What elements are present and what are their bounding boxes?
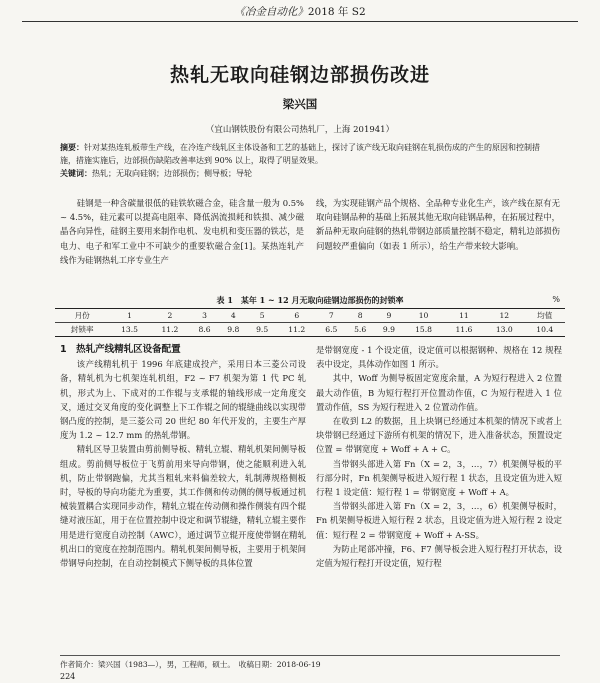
table-value-cell: 15.8 [403, 323, 443, 337]
right-paragraph-5: 当带钢头部进入第 Fn（X = 2，3，…，6）机架侧导板时，Fn 机架侧导板进入短行程 2 状态，且设定值为进入短行程 2 设定值：短行程 2 = 带钢宽度 + Woff + A-SS。 [316, 501, 562, 540]
table-month-cell: 8 [346, 309, 375, 323]
table-month-cell: 6 [277, 309, 317, 323]
running-header [0, 4, 600, 19]
table-header-label: 月份 [55, 309, 109, 323]
table-month-cell: 均值 [524, 309, 565, 323]
journal-issue: 2018 年 S2 [307, 6, 366, 18]
table-value-cell: 11.2 [150, 323, 190, 337]
table-month-cell: 1 [109, 309, 149, 323]
table-value-cell: 5.6 [346, 323, 375, 337]
table-value-cell: 13.5 [109, 323, 149, 337]
abstract-label: 摘要： [60, 142, 84, 152]
table-value-cell: 13.0 [484, 323, 524, 337]
keywords-text: 热轧；无取向硅钢；边部损伤；侧导板；导轮 [92, 169, 252, 178]
table-month-cell: 7 [317, 309, 346, 323]
table-unit: % [552, 295, 560, 304]
right-paragraph-2: 其中，Woff 为侧导板固定宽度余量，A 为短行程进入 2 位置最大动作值，B 为短行程打开位置动作值，C 为短行程进入 1 位置动作值，SS 为短行程进入 2 位置动作值。 [316, 373, 562, 412]
damage-rate-table [55, 308, 565, 337]
paper-title: 热轧无取向硅钢边部损伤改进 [169, 64, 430, 86]
right-paragraph-1: 是带钢宽度 - 1 个设定值，设定值可以根据钢种、规格在 12 规程表中设定，具体动作如图 1 所示。 [316, 345, 562, 370]
right-column-2 [316, 343, 562, 570]
intro-paragraph-right: 线，为实现硅钢产品个规格、全品种专业化生产，该产线在原有无取向硅钢品种的基础上拓展其他无取向硅钢品种，在拓展过程中，新品种无取向硅钢的热轧带钢边部质量控制不稳定，精轧边部损伤问题较严重偏向（如表 1 所示），给生产带来较大影响。 [316, 198, 560, 251]
author-name: 梁兴国 [282, 97, 318, 111]
table-value-cell: 11.2 [277, 323, 317, 337]
table-value-cell: 9.5 [248, 323, 277, 337]
table-caption-text: 表 1 某年 1 ~ 12 月无取向硅钢边部损伤的封锁率 [216, 295, 404, 305]
table-month-cell: 3 [190, 309, 219, 323]
affiliation: （宜山钢铁股份有限公司热轧厂，上海 201941） [205, 125, 395, 135]
table-row-label: 封锁率 [55, 323, 109, 337]
right-paragraph-6: 为防止尾部冲撞，F6、F7 侧导板会进入短行程打开状态，设定值为短行程打开设定值，短行程 [316, 543, 562, 569]
table-header-row [55, 309, 565, 323]
intro-left-column [60, 196, 304, 267]
keywords [60, 167, 540, 180]
section1-paragraph-2: 精轧区导卫装置由剪前侧导板、精轧立辊、精轧机架间侧导板组成。剪前侧导板位于飞剪前用来导向带钢，使之能顺利进入轧机，防止带钢跑偏，尤其当粗轧来料偏差较大，轧制薄规格侧板时，导板的导向功能尤为重要，其工作侧和传动侧的侧导板通过机械装置耦合实现同步动作，精轧立辊在传动侧和操作侧装有四个辊缝对液压缸，用于在位置控制中设定和调节辊缝，精轧立辊主要作用是进行宽度自动控制（AWC），通过调节立辊开度使带钢在精轧机出口的宽度在控制范围内。精轧机架间侧导板，主要用于机架间带钢导向控制，在自动控制模式下侧导板的具体位置 [60, 444, 306, 569]
right-paragraph-3: 在收到 L2 的数据，且上块钢已经通过本机架的情况下或者上块带钢已经通过下游所有机架的情况下，进入准备状态，预置设定位置 = 带钢宽度 + Woff + A + C。 [316, 416, 562, 455]
keywords-label: 关键词： [60, 168, 92, 178]
abstract-block [60, 141, 540, 180]
table-value-cell: 9.9 [375, 323, 404, 337]
journal-name: 《冶金自动化》 [234, 6, 308, 18]
section-heading: 1 热轧产线精轧区设备配置 [60, 344, 181, 355]
section1-paragraph-1: 该产线精轧机于 1996 年底建成投产，采用日本三菱公司设备，精轧机为七机架连轧机组，F2 ~ F7 机架为第 1 代 PC 轧机，形式为上、下成对的工作辊与支承辊的轴线形成一定角度交叉，通过交叉角度的变化调整上下工作辊之间的辊缝曲线以实现带钢凸度的控制，是三菱公司 20 世纪 80 年代开发的，主要生产厚度为 1.2 ~ 12.7 mm 的热轧带钢。 [60, 359, 306, 441]
table-month-cell: 10 [403, 309, 443, 323]
table-month-cell: 11 [444, 309, 484, 323]
table-month-cell: 2 [150, 309, 190, 323]
table-value-cell: 6.5 [317, 323, 346, 337]
page-number: 224 [60, 672, 76, 681]
abstract-text: 针对某热连轧板带生产线，在冷连产线轧区主体设备和工艺的基础上，探讨了该产线无取向硅钢在轧损伤成的产生的原因和控制措施，措施实施后，边部损伤缺陷改善率达到 90% 以上，取得了明显效果。 [60, 143, 540, 165]
table-value-cell: 10.4 [524, 323, 565, 337]
right-paragraph-4: 当带钢头部进入第 Fn（X = 2，3，…，7）机架侧导板的平行部分时，Fn 机架侧导板进入短行程 1 状态，且设定值为进入短行程 1 设定值：短行程 1 = 带钢宽度 + Woff + A。 [316, 458, 562, 498]
table-month-cell: 12 [484, 309, 524, 323]
table-month-cell: 9 [375, 309, 404, 323]
footnote: 作者简介：梁兴国（1983—），男，工程师，硕士。 收稿日期：2018-06-19 [60, 655, 560, 670]
table-value-cell: 11.6 [444, 323, 484, 337]
section1-column [60, 343, 306, 570]
header-rule [22, 21, 578, 22]
table-month-cell: 4 [219, 309, 248, 323]
intro-paragraph-left: 硅钢是一种含碳量很低的硅铁软磁合金，硅含量一般为 0.5% ~ 4.5%，硅元素可以提高电阻率、降低涡流损耗和铁损、减少磁晶各向异性，硅钢主要用来制作电机、发电机和变压器的铁芯，是电力、电子和军工业中不可缺少的重要软磁合金[1]。某热连轧产线作为硅钢热轧工序专业生产 [60, 198, 304, 265]
abstract [60, 141, 540, 167]
table-value-cell: 8.6 [190, 323, 219, 337]
table-value-cell: 9.8 [219, 323, 248, 337]
table-caption [60, 295, 560, 306]
table-month-cell: 5 [248, 309, 277, 323]
table-value-row [55, 323, 565, 337]
intro-right-column [316, 196, 560, 253]
